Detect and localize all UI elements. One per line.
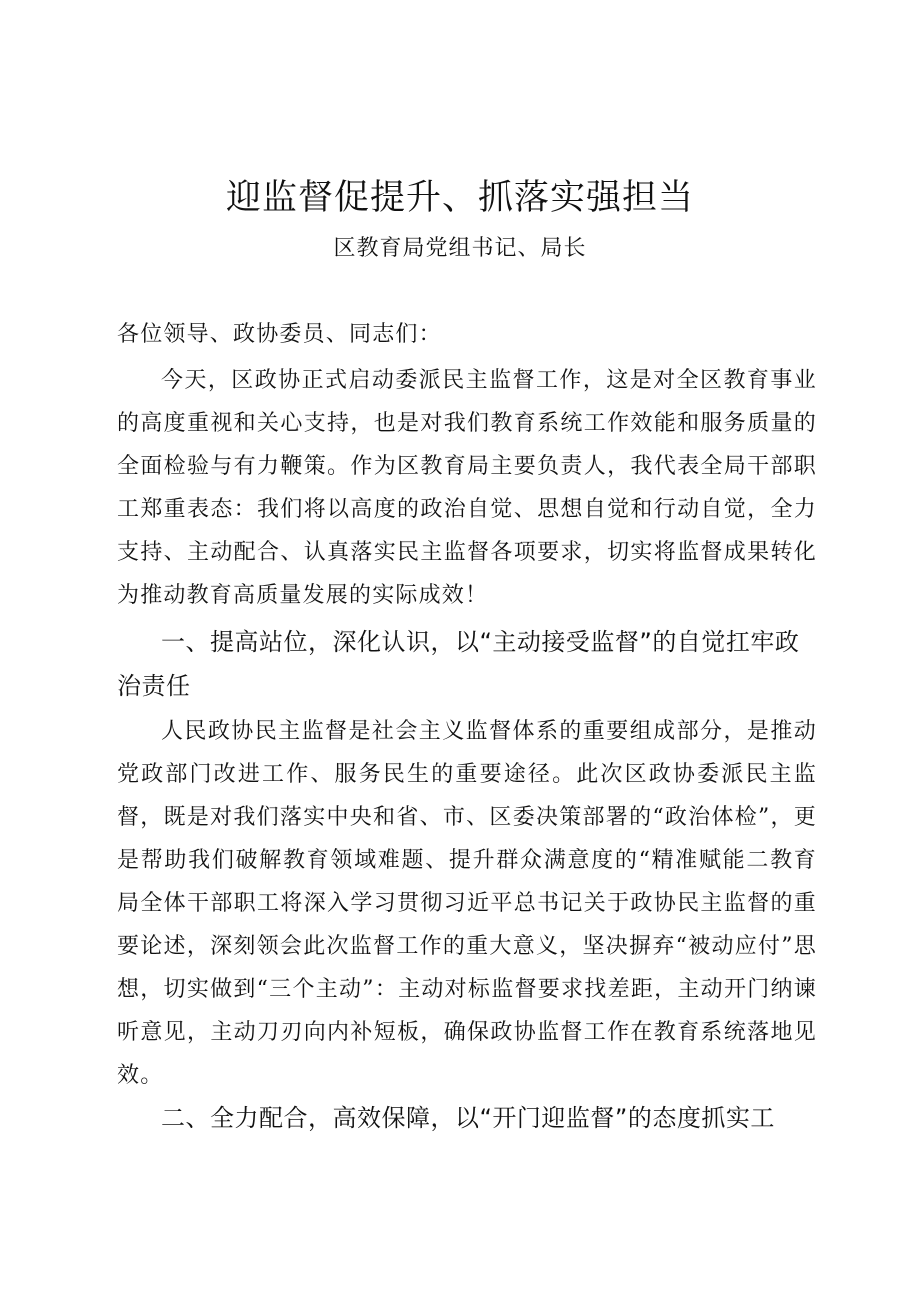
paragraph-intro: 今天，区政协正式启动委派民主监督工作，这是对全区教育事业的高度重视和关心支持，也是对我们教育系统工作效能和服务质量的全面检验与有力鞭策。作为区教育局主要负责人，我代表全局干部职工郑重表态：我们将以高度的政治自觉、思想自觉和行动自觉，全力支持、主动配合、认真落实民主监督各项要求，切实将监督成果转化为推动教育高质量发展的实际成效！ — [117, 368, 817, 608]
salutation: 各位领导、政协委员、同志们： — [117, 322, 442, 347]
document-subtitle: 区教育局党组书记、局长 — [333, 236, 587, 261]
section-heading-2: 二、全力配合，高效保障，以“开门迎监督”的态度抓实工 — [161, 1104, 775, 1132]
paragraph-section-1: 人民政协民主监督是社会主义监督体系的重要组成部分，是推动党政部门改进工作、服务民生的重要途径。此次区政协委派民主监督，既是对我们落实中央和省、市、区委决策部署的“政治体检”，更是帮助我们破解教育领域难题、提升群众满意度的“精准赋能二教育局全体干部职工将深入学习贯彻习近平总书记关于政协民主监督的重要论述，深刻领会此次监督工作的重大意义，坚决摒弃“被动应付”思想，切实做到“三个主动”：主动对标监督要求找差距，主动开门纳谏听意见，主动刀刃向内补短板，确保政协监督工作在教育系统落地见效。 — [117, 719, 817, 1088]
section-heading-1: 一、提高站位，深化认识，以“主动接受监督”的自觉扛牢政治责任 — [117, 628, 800, 700]
document-title: 迎监督促提升、抓落实强担当 — [225, 178, 694, 218]
